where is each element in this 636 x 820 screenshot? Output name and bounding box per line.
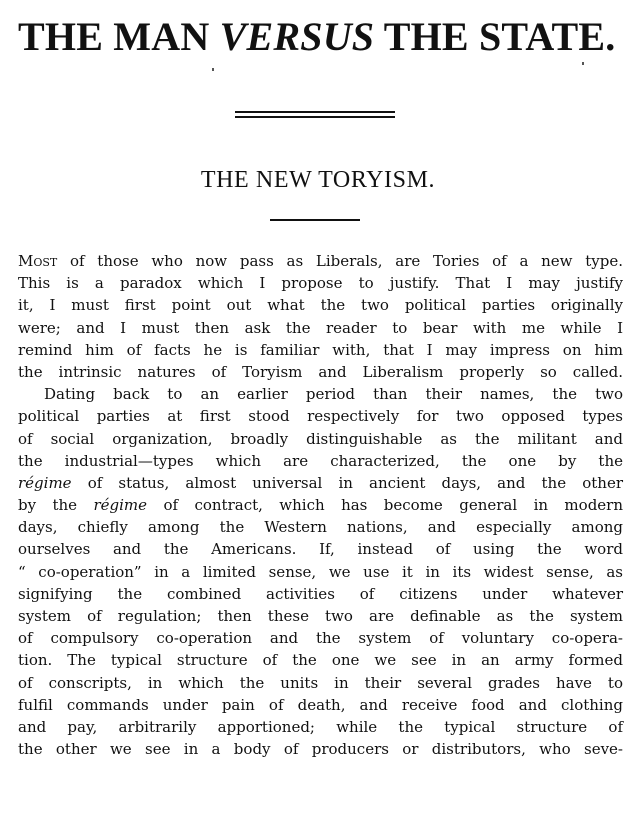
text-line: days, chiefly among the Western nations, and especially among <box>18 518 623 537</box>
text-line: tion. The typical structure of the one we see in an army formed <box>18 651 623 670</box>
body-text <box>18 250 623 760</box>
text-line: remind him of facts he is familiar with, that I may impress on him <box>18 340 623 359</box>
text-line: were; and I must then ask the reader to bear with me while I <box>18 318 623 337</box>
text-line: of compulsory co-operation and the system of voluntary co-opera- <box>18 629 623 648</box>
text-line: “ co-operation” in a limited sense, we use it in its widest sense, as <box>18 562 623 581</box>
text-line: Dating back to an earlier period than their names, the two <box>44 385 623 404</box>
text-line: it, I must first point out what the two political parties originally <box>18 296 623 315</box>
book-title-part1: THE MAN <box>18 14 220 59</box>
text-span: by the <box>18 496 94 515</box>
text-line: the other we see in a body of producers or distributors, who seve- <box>18 740 623 759</box>
book-title-versus: VERSUS <box>219 14 375 59</box>
chapter-title: THE NEW TORYISM. <box>200 167 436 193</box>
text-line: ourselves and the Americans. If, instead of using the word <box>18 540 623 559</box>
text-line: This is a paradox which I propose to justify. That I may justify <box>18 274 623 293</box>
text-span: of status, almost universal in ancient days, and the other <box>71 473 623 492</box>
print-speck <box>582 62 584 65</box>
dropcap-word: Most <box>18 252 58 270</box>
text-line <box>18 250 623 272</box>
text-line <box>18 494 623 516</box>
text-span: of those who now pass as Liberals, are Tories of a new type. <box>57 252 623 270</box>
text-line: signifying the combined activities of citizens under whatever <box>18 584 623 603</box>
text-span: of contract, which has become general in modern <box>147 496 624 515</box>
text-line: the industrial—types which are characterized, the one by the <box>18 451 623 470</box>
double-rule-divider <box>235 111 395 113</box>
text-line: political parties at first stood respectively for two opposed types <box>18 407 623 426</box>
text-line: of conscripts, in which the units in their several grades have to <box>18 673 623 692</box>
italic-term: régime <box>93 496 148 515</box>
text-line: the intrinsic natures of Toryism and Liberalism properly so called. <box>18 362 623 381</box>
book-title <box>18 13 618 61</box>
book-title-part3: THE STATE. <box>374 14 616 59</box>
short-rule-divider <box>270 219 360 221</box>
text-line: system of regulation; then these two are definable as the system <box>18 607 623 625</box>
italic-term: régime <box>18 473 72 492</box>
text-line: of social organization, broadly distinguishable as the militant and <box>18 429 623 448</box>
text-line: fulfil commands under pain of death, and receive food and clothing <box>18 695 623 714</box>
text-line: and pay, arbitrarily apportioned; while the typical structure of <box>18 717 623 736</box>
text-line <box>18 472 623 494</box>
print-speck <box>212 68 214 71</box>
